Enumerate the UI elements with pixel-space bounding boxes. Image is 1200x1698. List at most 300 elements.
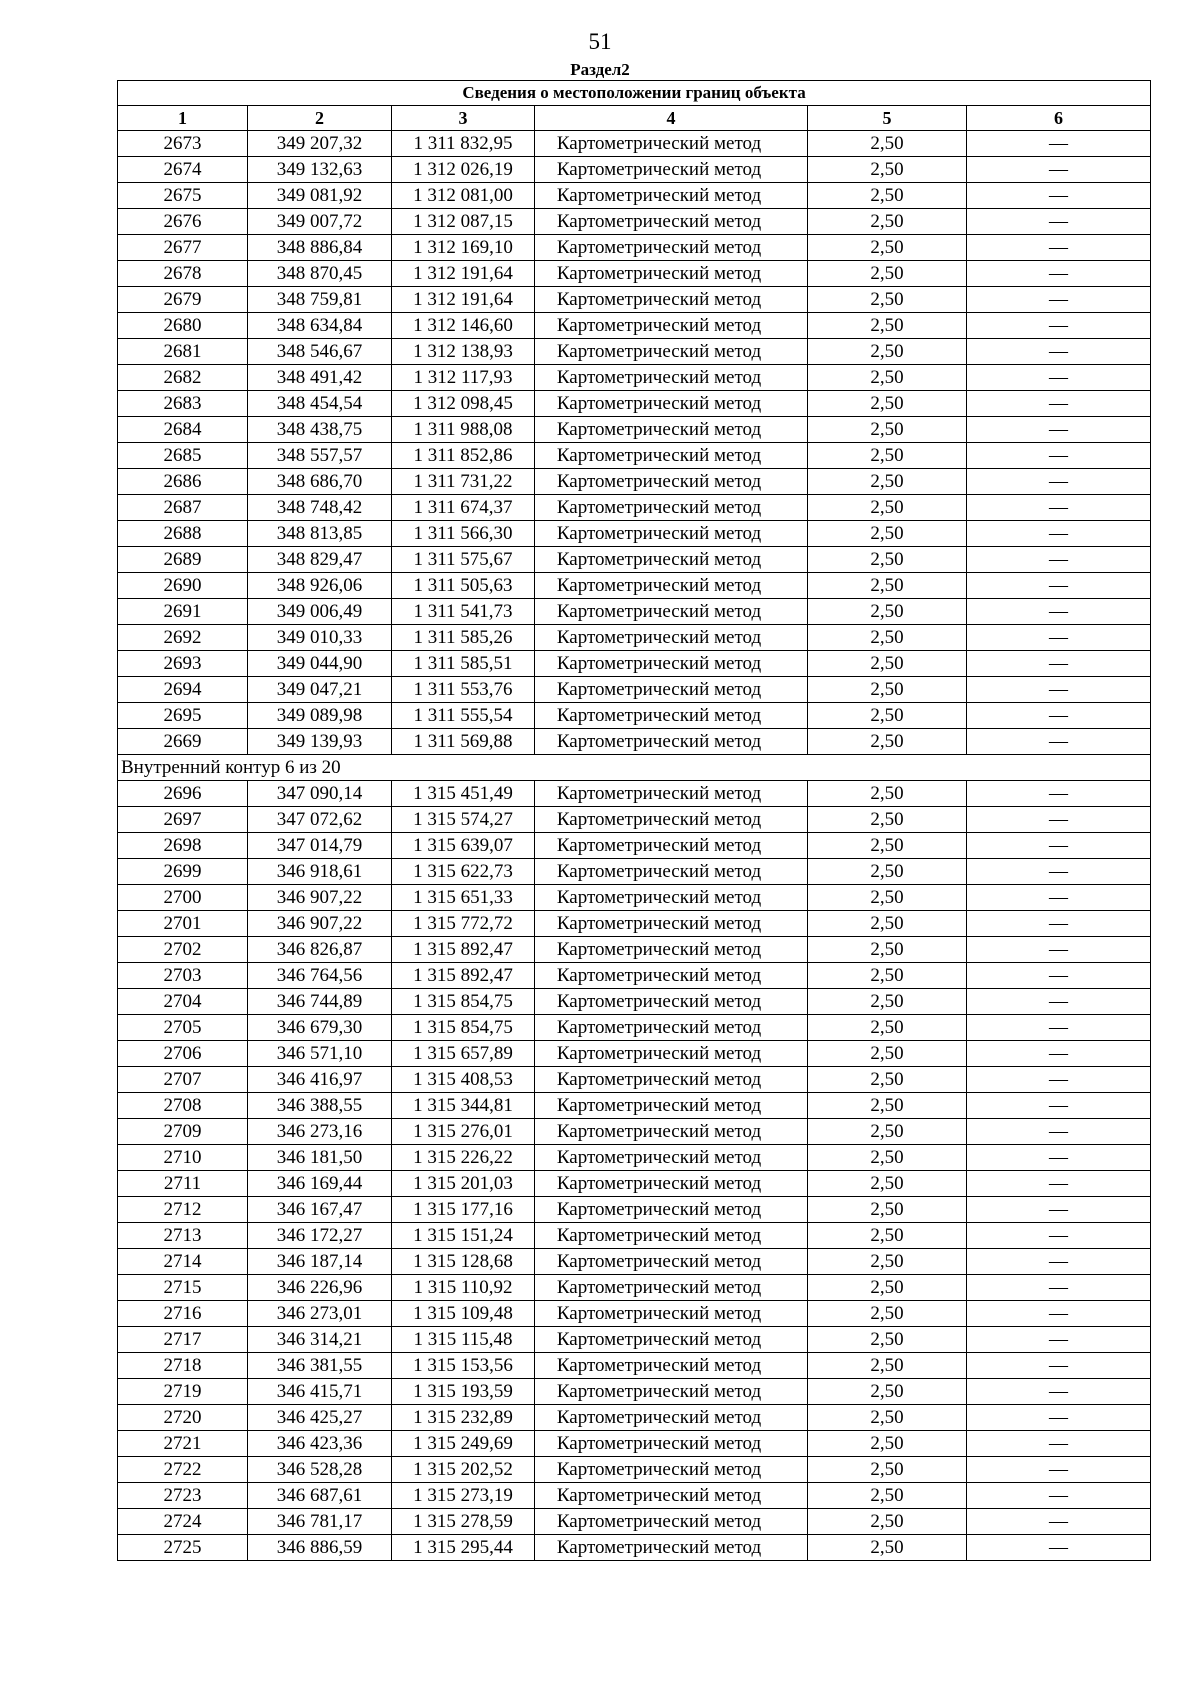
description-cell: — xyxy=(967,1301,1151,1327)
x-coordinate-cell: 349 007,72 xyxy=(248,209,392,235)
x-coordinate-cell: 348 870,45 xyxy=(248,261,392,287)
accuracy-cell: 2,50 xyxy=(808,1535,967,1561)
method-cell: Картометрический метод xyxy=(535,209,808,235)
point-number-cell: 2674 xyxy=(118,157,248,183)
accuracy-cell: 2,50 xyxy=(808,443,967,469)
method-cell: Картометрический метод xyxy=(535,1041,808,1067)
method-cell: Картометрический метод xyxy=(535,937,808,963)
table-row xyxy=(118,703,1151,729)
y-coordinate-cell: 1 315 226,22 xyxy=(392,1145,535,1171)
accuracy-cell: 2,50 xyxy=(808,1405,967,1431)
description-cell: — xyxy=(967,677,1151,703)
description-cell: — xyxy=(967,261,1151,287)
accuracy-cell: 2,50 xyxy=(808,833,967,859)
x-coordinate-cell: 346 907,22 xyxy=(248,885,392,911)
y-coordinate-cell: 1 311 585,26 xyxy=(392,625,535,651)
x-coordinate-cell: 346 169,44 xyxy=(248,1171,392,1197)
y-coordinate-cell: 1 311 566,30 xyxy=(392,521,535,547)
method-cell: Картометрический метод xyxy=(535,573,808,599)
description-cell: — xyxy=(967,1509,1151,1535)
table-row xyxy=(118,365,1151,391)
point-number-cell: 2687 xyxy=(118,495,248,521)
method-cell: Картометрический метод xyxy=(535,1119,808,1145)
table-row xyxy=(118,1509,1151,1535)
description-cell: — xyxy=(967,1223,1151,1249)
description-cell: — xyxy=(967,1327,1151,1353)
x-coordinate-cell: 346 764,56 xyxy=(248,963,392,989)
x-coordinate-cell: 348 557,57 xyxy=(248,443,392,469)
accuracy-cell: 2,50 xyxy=(808,1275,967,1301)
y-coordinate-cell: 1 315 202,52 xyxy=(392,1457,535,1483)
x-coordinate-cell: 348 813,85 xyxy=(248,521,392,547)
table-row xyxy=(118,1275,1151,1301)
table-row xyxy=(118,1197,1151,1223)
y-coordinate-cell: 1 315 854,75 xyxy=(392,989,535,1015)
x-coordinate-cell: 346 226,96 xyxy=(248,1275,392,1301)
y-coordinate-cell: 1 311 674,37 xyxy=(392,495,535,521)
section-label: Раздел2 xyxy=(570,60,630,79)
accuracy-cell: 2,50 xyxy=(808,1041,967,1067)
method-cell: Картометрический метод xyxy=(535,911,808,937)
y-coordinate-cell: 1 315 273,19 xyxy=(392,1483,535,1509)
y-coordinate-cell: 1 315 622,73 xyxy=(392,859,535,885)
method-cell: Картометрический метод xyxy=(535,391,808,417)
point-number-cell: 2713 xyxy=(118,1223,248,1249)
point-number-cell: 2725 xyxy=(118,1535,248,1561)
y-coordinate-cell: 1 315 295,44 xyxy=(392,1535,535,1561)
accuracy-cell: 2,50 xyxy=(808,1093,967,1119)
point-number-cell: 2678 xyxy=(118,261,248,287)
accuracy-cell: 2,50 xyxy=(808,209,967,235)
description-cell: — xyxy=(967,1015,1151,1041)
method-cell: Картометрический метод xyxy=(535,1067,808,1093)
accuracy-cell: 2,50 xyxy=(808,859,967,885)
method-cell: Картометрический метод xyxy=(535,521,808,547)
description-cell: — xyxy=(967,807,1151,833)
accuracy-cell: 2,50 xyxy=(808,625,967,651)
x-coordinate-cell: 349 207,32 xyxy=(248,131,392,157)
x-coordinate-cell: 347 072,62 xyxy=(248,807,392,833)
method-cell: Картометрический метод xyxy=(535,1015,808,1041)
table-row xyxy=(118,443,1151,469)
method-cell: Картометрический метод xyxy=(535,1483,808,1509)
method-cell: Картометрический метод xyxy=(535,651,808,677)
description-cell: — xyxy=(967,235,1151,261)
description-cell: — xyxy=(967,1093,1151,1119)
accuracy-cell: 2,50 xyxy=(808,937,967,963)
accuracy-cell: 2,50 xyxy=(808,989,967,1015)
table-row xyxy=(118,495,1151,521)
table-row xyxy=(118,729,1151,755)
accuracy-cell: 2,50 xyxy=(808,1379,967,1405)
table-row xyxy=(118,1535,1151,1561)
x-coordinate-cell: 346 744,89 xyxy=(248,989,392,1015)
method-cell: Картометрический метод xyxy=(535,807,808,833)
point-number-cell: 2682 xyxy=(118,365,248,391)
table-row xyxy=(118,1171,1151,1197)
x-coordinate-cell: 346 415,71 xyxy=(248,1379,392,1405)
point-number-cell: 2722 xyxy=(118,1457,248,1483)
point-number-cell: 2693 xyxy=(118,651,248,677)
method-cell: Картометрический метод xyxy=(535,1197,808,1223)
method-cell: Картометрический метод xyxy=(535,1457,808,1483)
x-coordinate-cell: 348 829,47 xyxy=(248,547,392,573)
x-coordinate-cell: 349 044,90 xyxy=(248,651,392,677)
table-row xyxy=(118,287,1151,313)
x-coordinate-cell: 348 686,70 xyxy=(248,469,392,495)
x-coordinate-cell: 349 132,63 xyxy=(248,157,392,183)
description-cell: — xyxy=(967,131,1151,157)
accuracy-cell: 2,50 xyxy=(808,703,967,729)
x-coordinate-cell: 346 687,61 xyxy=(248,1483,392,1509)
point-number-cell: 2704 xyxy=(118,989,248,1015)
table-row xyxy=(118,599,1151,625)
point-number-cell: 2705 xyxy=(118,1015,248,1041)
point-number-cell: 2702 xyxy=(118,937,248,963)
accuracy-cell: 2,50 xyxy=(808,1457,967,1483)
point-number-cell: 2677 xyxy=(118,235,248,261)
boundary-coordinates-table xyxy=(117,80,1151,1561)
point-number-cell: 2701 xyxy=(118,911,248,937)
y-coordinate-cell: 1 315 151,24 xyxy=(392,1223,535,1249)
method-cell: Картометрический метод xyxy=(535,365,808,391)
y-coordinate-cell: 1 312 098,45 xyxy=(392,391,535,417)
table-row xyxy=(118,1249,1151,1275)
table-row xyxy=(118,937,1151,963)
y-coordinate-cell: 1 315 892,47 xyxy=(392,937,535,963)
description-cell: — xyxy=(967,989,1151,1015)
description-cell: — xyxy=(967,1275,1151,1301)
y-coordinate-cell: 1 311 553,76 xyxy=(392,677,535,703)
x-coordinate-cell: 348 634,84 xyxy=(248,313,392,339)
accuracy-cell: 2,50 xyxy=(808,1067,967,1093)
x-coordinate-cell: 348 886,84 xyxy=(248,235,392,261)
point-number-cell: 2676 xyxy=(118,209,248,235)
method-cell: Картометрический метод xyxy=(535,1353,808,1379)
y-coordinate-cell: 1 315 110,92 xyxy=(392,1275,535,1301)
point-number-cell: 2694 xyxy=(118,677,248,703)
x-coordinate-cell: 346 826,87 xyxy=(248,937,392,963)
description-cell: — xyxy=(967,833,1151,859)
point-number-cell: 2724 xyxy=(118,1509,248,1535)
table-row xyxy=(118,131,1151,157)
accuracy-cell: 2,50 xyxy=(808,261,967,287)
y-coordinate-cell: 1 311 541,73 xyxy=(392,599,535,625)
y-coordinate-cell: 1 312 191,64 xyxy=(392,261,535,287)
point-number-cell: 2690 xyxy=(118,573,248,599)
table-row xyxy=(118,781,1151,807)
y-coordinate-cell: 1 312 146,60 xyxy=(392,313,535,339)
y-coordinate-cell: 1 315 651,33 xyxy=(392,885,535,911)
y-coordinate-cell: 1 315 854,75 xyxy=(392,1015,535,1041)
column-number: 5 xyxy=(808,106,967,131)
y-coordinate-cell: 1 315 115,48 xyxy=(392,1327,535,1353)
y-coordinate-cell: 1 311 569,88 xyxy=(392,729,535,755)
method-cell: Картометрический метод xyxy=(535,781,808,807)
point-number-cell: 2698 xyxy=(118,833,248,859)
method-cell: Картометрический метод xyxy=(535,131,808,157)
x-coordinate-cell: 349 006,49 xyxy=(248,599,392,625)
point-number-cell: 2679 xyxy=(118,287,248,313)
method-cell: Картометрический метод xyxy=(535,599,808,625)
y-coordinate-cell: 1 315 201,03 xyxy=(392,1171,535,1197)
description-cell: — xyxy=(967,1041,1151,1067)
y-coordinate-cell: 1 315 772,72 xyxy=(392,911,535,937)
description-cell: — xyxy=(967,885,1151,911)
table-row xyxy=(118,183,1151,209)
table-row xyxy=(118,417,1151,443)
point-number-cell: 2697 xyxy=(118,807,248,833)
x-coordinate-cell: 346 886,59 xyxy=(248,1535,392,1561)
y-coordinate-cell: 1 311 575,67 xyxy=(392,547,535,573)
x-coordinate-cell: 349 089,98 xyxy=(248,703,392,729)
description-cell: — xyxy=(967,1353,1151,1379)
description-cell: — xyxy=(967,339,1151,365)
method-cell: Картометрический метод xyxy=(535,859,808,885)
method-cell: Картометрический метод xyxy=(535,417,808,443)
point-number-cell: 2669 xyxy=(118,729,248,755)
x-coordinate-cell: 349 047,21 xyxy=(248,677,392,703)
x-coordinate-cell: 346 423,36 xyxy=(248,1431,392,1457)
method-cell: Картометрический метод xyxy=(535,1249,808,1275)
point-number-cell: 2699 xyxy=(118,859,248,885)
x-coordinate-cell: 346 187,14 xyxy=(248,1249,392,1275)
table-row xyxy=(118,1015,1151,1041)
table-row xyxy=(118,807,1151,833)
description-cell: — xyxy=(967,365,1151,391)
method-cell: Картометрический метод xyxy=(535,1535,808,1561)
description-cell: — xyxy=(967,911,1151,937)
y-coordinate-cell: 1 315 451,49 xyxy=(392,781,535,807)
method-cell: Картометрический метод xyxy=(535,625,808,651)
point-number-cell: 2716 xyxy=(118,1301,248,1327)
table-row xyxy=(118,1223,1151,1249)
table-row xyxy=(118,1379,1151,1405)
accuracy-cell: 2,50 xyxy=(808,547,967,573)
description-cell: — xyxy=(967,1535,1151,1561)
description-cell: — xyxy=(967,1405,1151,1431)
table-row xyxy=(118,859,1151,885)
x-coordinate-cell: 349 010,33 xyxy=(248,625,392,651)
point-number-cell: 2718 xyxy=(118,1353,248,1379)
y-coordinate-cell: 1 312 026,19 xyxy=(392,157,535,183)
accuracy-cell: 2,50 xyxy=(808,599,967,625)
point-number-cell: 2707 xyxy=(118,1067,248,1093)
table-row xyxy=(118,625,1151,651)
description-cell: — xyxy=(967,391,1151,417)
accuracy-cell: 2,50 xyxy=(808,1197,967,1223)
x-coordinate-cell: 346 167,47 xyxy=(248,1197,392,1223)
description-cell: — xyxy=(967,1171,1151,1197)
description-cell: — xyxy=(967,573,1151,599)
method-cell: Картометрический метод xyxy=(535,1405,808,1431)
y-coordinate-cell: 1 315 128,68 xyxy=(392,1249,535,1275)
x-coordinate-cell: 349 081,92 xyxy=(248,183,392,209)
x-coordinate-cell: 348 546,67 xyxy=(248,339,392,365)
table-row xyxy=(118,209,1151,235)
method-cell: Картометрический метод xyxy=(535,1431,808,1457)
table-row xyxy=(118,313,1151,339)
table-row xyxy=(118,989,1151,1015)
point-number-cell: 2715 xyxy=(118,1275,248,1301)
accuracy-cell: 2,50 xyxy=(808,651,967,677)
point-number-cell: 2710 xyxy=(118,1145,248,1171)
point-number-cell: 2692 xyxy=(118,625,248,651)
x-coordinate-cell: 346 918,61 xyxy=(248,859,392,885)
point-number-cell: 2681 xyxy=(118,339,248,365)
description-cell: — xyxy=(967,521,1151,547)
column-number: 2 xyxy=(248,106,392,131)
x-coordinate-cell: 348 759,81 xyxy=(248,287,392,313)
description-cell: — xyxy=(967,781,1151,807)
description-cell: — xyxy=(967,599,1151,625)
table-row xyxy=(118,235,1151,261)
accuracy-cell: 2,50 xyxy=(808,1015,967,1041)
accuracy-cell: 2,50 xyxy=(808,573,967,599)
method-cell: Картометрический метод xyxy=(535,1379,808,1405)
method-cell: Картометрический метод xyxy=(535,313,808,339)
table-row xyxy=(118,677,1151,703)
y-coordinate-cell: 1 315 574,27 xyxy=(392,807,535,833)
point-number-cell: 2719 xyxy=(118,1379,248,1405)
table-row xyxy=(118,1483,1151,1509)
y-coordinate-cell: 1 311 731,22 xyxy=(392,469,535,495)
x-coordinate-cell: 348 926,06 xyxy=(248,573,392,599)
table-title: Сведения о местоположении границ объекта xyxy=(118,81,1151,106)
y-coordinate-cell: 1 311 505,63 xyxy=(392,573,535,599)
x-coordinate-cell: 346 172,27 xyxy=(248,1223,392,1249)
y-coordinate-cell: 1 315 639,07 xyxy=(392,833,535,859)
accuracy-cell: 2,50 xyxy=(808,157,967,183)
method-cell: Картометрический метод xyxy=(535,1275,808,1301)
accuracy-cell: 2,50 xyxy=(808,417,967,443)
description-cell: — xyxy=(967,495,1151,521)
x-coordinate-cell: 346 381,55 xyxy=(248,1353,392,1379)
contour-row xyxy=(118,755,1151,781)
point-number-cell: 2714 xyxy=(118,1249,248,1275)
accuracy-cell: 2,50 xyxy=(808,1327,967,1353)
x-coordinate-cell: 346 416,97 xyxy=(248,1067,392,1093)
x-coordinate-cell: 346 388,55 xyxy=(248,1093,392,1119)
y-coordinate-cell: 1 312 138,93 xyxy=(392,339,535,365)
description-cell: — xyxy=(967,651,1151,677)
page-number: 51 xyxy=(588,29,612,54)
accuracy-cell: 2,50 xyxy=(808,313,967,339)
table-row xyxy=(118,573,1151,599)
description-cell: — xyxy=(967,469,1151,495)
table-row xyxy=(118,1353,1151,1379)
y-coordinate-cell: 1 315 109,48 xyxy=(392,1301,535,1327)
description-cell: — xyxy=(967,183,1151,209)
table-row xyxy=(118,1145,1151,1171)
point-number-cell: 2683 xyxy=(118,391,248,417)
method-cell: Картометрический метод xyxy=(535,1171,808,1197)
point-number-cell: 2680 xyxy=(118,313,248,339)
x-coordinate-cell: 348 748,42 xyxy=(248,495,392,521)
accuracy-cell: 2,50 xyxy=(808,391,967,417)
x-coordinate-cell: 348 438,75 xyxy=(248,417,392,443)
column-number: 6 xyxy=(967,106,1151,131)
accuracy-cell: 2,50 xyxy=(808,365,967,391)
point-number-cell: 2688 xyxy=(118,521,248,547)
accuracy-cell: 2,50 xyxy=(808,677,967,703)
x-coordinate-cell: 348 454,54 xyxy=(248,391,392,417)
point-number-cell: 2695 xyxy=(118,703,248,729)
table-row xyxy=(118,1405,1151,1431)
y-coordinate-cell: 1 311 555,54 xyxy=(392,703,535,729)
accuracy-cell: 2,50 xyxy=(808,885,967,911)
table-body xyxy=(118,131,1151,1561)
x-coordinate-cell: 346 528,28 xyxy=(248,1457,392,1483)
y-coordinate-cell: 1 315 278,59 xyxy=(392,1509,535,1535)
table-row xyxy=(118,1093,1151,1119)
description-cell: — xyxy=(967,937,1151,963)
method-cell: Картометрический метод xyxy=(535,1093,808,1119)
table-row xyxy=(118,339,1151,365)
table-row xyxy=(118,1301,1151,1327)
y-coordinate-cell: 1 312 169,10 xyxy=(392,235,535,261)
column-number: 3 xyxy=(392,106,535,131)
y-coordinate-cell: 1 311 585,51 xyxy=(392,651,535,677)
accuracy-cell: 2,50 xyxy=(808,1223,967,1249)
accuracy-cell: 2,50 xyxy=(808,1431,967,1457)
accuracy-cell: 2,50 xyxy=(808,521,967,547)
x-coordinate-cell: 346 273,16 xyxy=(248,1119,392,1145)
method-cell: Картометрический метод xyxy=(535,339,808,365)
contour-label: Внутренний контур 6 из 20 xyxy=(118,755,1151,781)
y-coordinate-cell: 1 311 988,08 xyxy=(392,417,535,443)
x-coordinate-cell: 346 273,01 xyxy=(248,1301,392,1327)
y-coordinate-cell: 1 312 087,15 xyxy=(392,209,535,235)
description-cell: — xyxy=(967,859,1151,885)
accuracy-cell: 2,50 xyxy=(808,495,967,521)
table-row xyxy=(118,1041,1151,1067)
x-coordinate-cell: 349 139,93 xyxy=(248,729,392,755)
method-cell: Картометрический метод xyxy=(535,885,808,911)
accuracy-cell: 2,50 xyxy=(808,1145,967,1171)
table-row xyxy=(118,1431,1151,1457)
accuracy-cell: 2,50 xyxy=(808,911,967,937)
method-cell: Картометрический метод xyxy=(535,1223,808,1249)
x-coordinate-cell: 346 907,22 xyxy=(248,911,392,937)
description-cell: — xyxy=(967,547,1151,573)
description-cell: — xyxy=(967,287,1151,313)
accuracy-cell: 2,50 xyxy=(808,183,967,209)
x-coordinate-cell: 348 491,42 xyxy=(248,365,392,391)
point-number-cell: 2675 xyxy=(118,183,248,209)
description-cell: — xyxy=(967,1119,1151,1145)
accuracy-cell: 2,50 xyxy=(808,131,967,157)
point-number-cell: 2712 xyxy=(118,1197,248,1223)
table-row xyxy=(118,1067,1151,1093)
y-coordinate-cell: 1 312 191,64 xyxy=(392,287,535,313)
accuracy-cell: 2,50 xyxy=(808,469,967,495)
description-cell: — xyxy=(967,1145,1151,1171)
y-coordinate-cell: 1 315 232,89 xyxy=(392,1405,535,1431)
point-number-cell: 2689 xyxy=(118,547,248,573)
y-coordinate-cell: 1 312 081,00 xyxy=(392,183,535,209)
table-row xyxy=(118,1327,1151,1353)
description-cell: — xyxy=(967,1457,1151,1483)
method-cell: Картометрический метод xyxy=(535,989,808,1015)
table-row xyxy=(118,911,1151,937)
method-cell: Картометрический метод xyxy=(535,547,808,573)
y-coordinate-cell: 1 315 408,53 xyxy=(392,1067,535,1093)
point-number-cell: 2685 xyxy=(118,443,248,469)
description-cell: — xyxy=(967,625,1151,651)
x-coordinate-cell: 346 781,17 xyxy=(248,1509,392,1535)
x-coordinate-cell: 347 014,79 xyxy=(248,833,392,859)
